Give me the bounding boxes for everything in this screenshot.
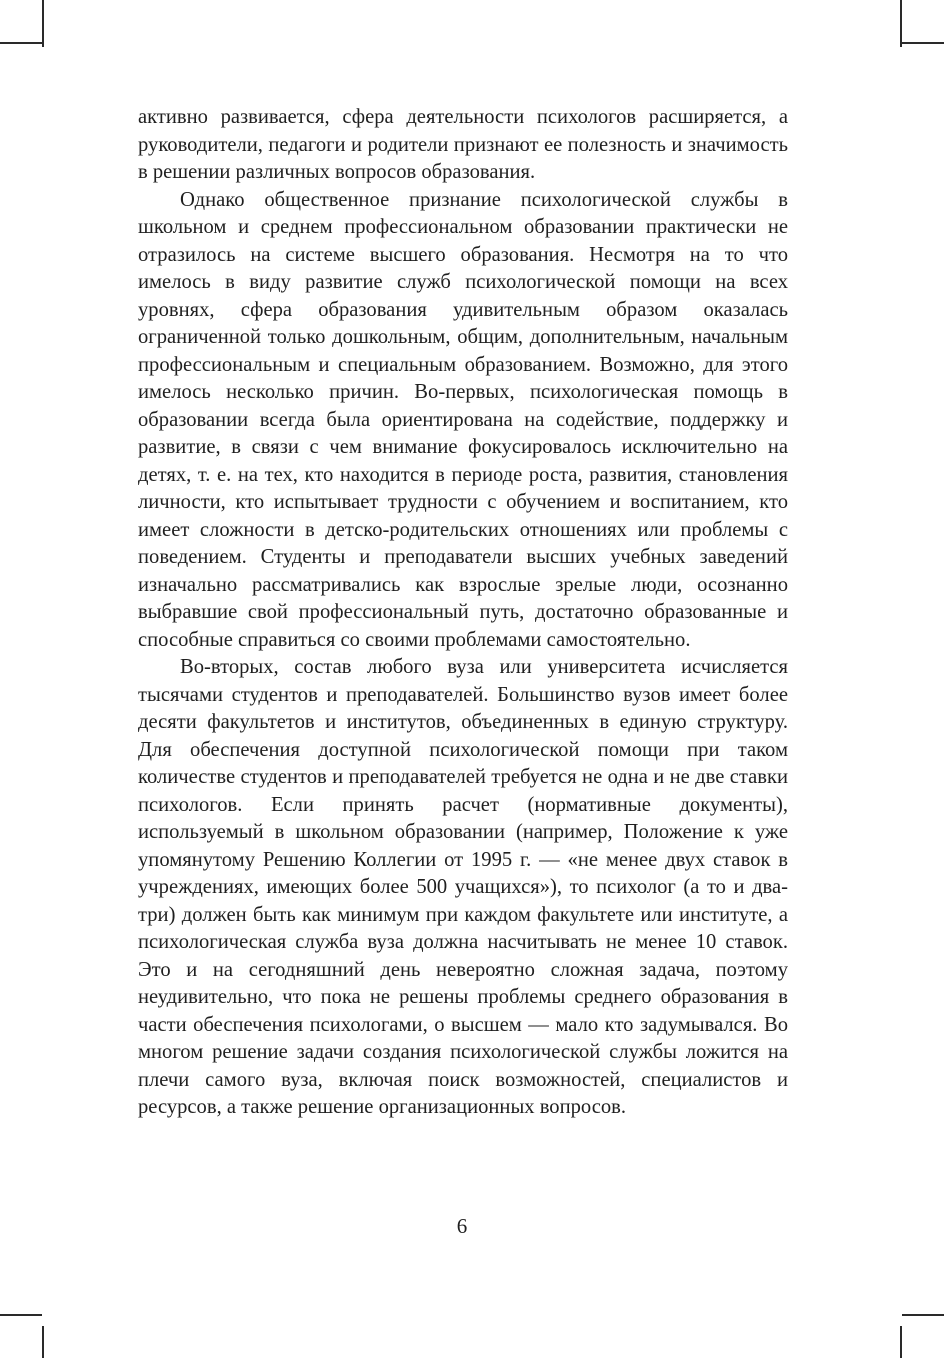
crop-mark-top-right-horizontal <box>902 42 944 44</box>
crop-mark-bottom-left-horizontal <box>0 1314 42 1316</box>
crop-mark-top-right-vertical <box>900 0 902 47</box>
paragraph-continuation: активно развивается, сфера деятельности психологов расширяется, а руководители, педагоги и родители признают ее полезность и значимость в решении различных вопросов образования. <box>138 106 788 183</box>
crop-mark-bottom-left-vertical <box>42 1326 44 1358</box>
paragraph-recognition: Однако общественное признание психологической службы в школьном и среднем профессиональном образовании практически не отразилось на системе высшего образования. Несмотря на то что имелось в виду развитие служб психологической помощи на всех уровнях, сфера образования удивительным образом оказалась ограниченной только дошкольным, общим, дополнительным, начальным профессиональным и специальным образованием. Возможно, для этого имелось несколько причин. Во-первых, психологическая помощь в образовании всегда была ориентирована на содействие, поддержку и развитие, в связи с чем внимание фокусировалось исключительно на детях, т. е. на тех, кто находится в периоде роста, развития, становления личности, кто испытывает трудности с обучением и воспитанием, кто имеет сложности в детско-родительских отношениях или проблемы с поведением. Студенты и преподаватели высших учебных заведений изначально рассматривались как взрослые зрелые люди, осознанно выбравшие свой профессиональный путь, достаточно образованные и способные справиться со своими проблемами самостоятельно. <box>138 188 788 651</box>
crop-mark-top-left-vertical <box>42 0 44 47</box>
crop-mark-bottom-right-horizontal <box>902 1314 944 1316</box>
crop-mark-top-left-horizontal <box>0 42 42 44</box>
page-number: 6 <box>456 1214 468 1238</box>
paragraph-second-reason: Во-вторых, состав любого вуза или университета исчисляется тысячами студентов и преподавателей. Большинство вузов имеет более десяти факультетов и институтов, объединенных в единую структуру. Для обеспечения доступной психологической помощи при таком количестве студентов и преподавателей требуется не одна и не две ставки психологов. Если принять расчет (нормативные документы), используемый в школьном образовании (например, Положение к уже упомянутому Решению Коллегии от 1995 г. — «не менее двух ставок в учреждениях, имеющих более 500 учащихся»), то психолог (а то и два-три) должен быть как минимум при каждом факультете или институте, а психологическая служба вуза должна насчитывать не менее 10 ставок. Это и на сегодняшний день невероятно сложная задача, поэтому неудивительно, что пока не решены проблемы среднего образования в части обеспечения психологами, о высшем — мало кто задумывался. Во многом решение задачи создания психологической службы ложится на плечи самого вуза, включая поиск возможностей, специалистов и ресурсов, а также решение организационных вопросов. <box>138 656 788 1118</box>
crop-mark-bottom-right-vertical <box>900 1326 902 1358</box>
body-text <box>138 104 788 1122</box>
